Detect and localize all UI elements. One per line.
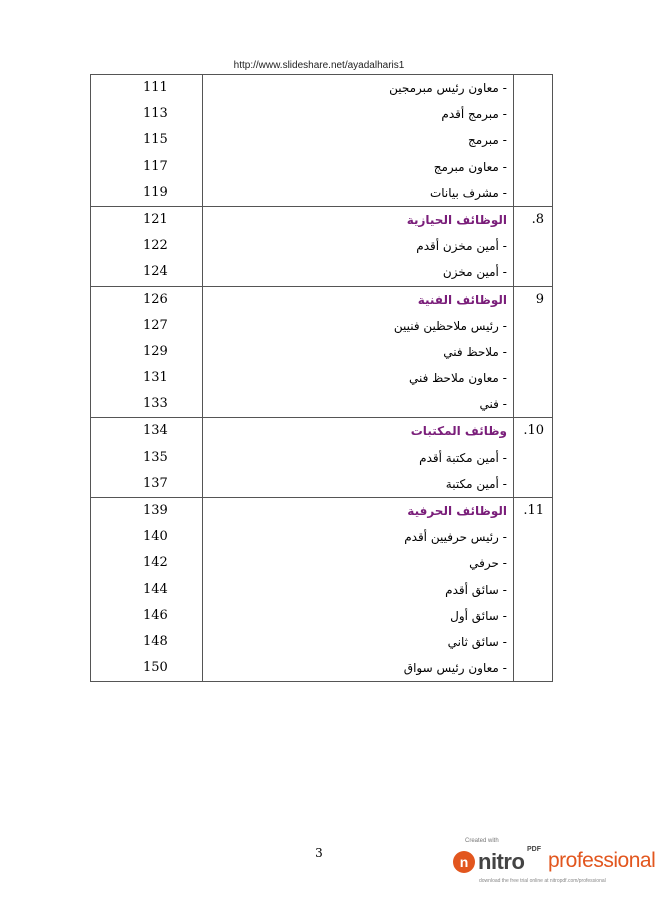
item-number: .11 bbox=[523, 503, 544, 518]
item-number: 9 bbox=[535, 291, 544, 307]
page-number-value: 122 bbox=[143, 238, 168, 254]
job-title: - معاون رئيس سواق bbox=[403, 661, 507, 676]
job-titles-table bbox=[90, 74, 553, 682]
page-number-value: 113 bbox=[143, 106, 168, 122]
nitro-brand: nitro bbox=[478, 849, 525, 874]
job-title: - أمين مكتبة bbox=[445, 476, 507, 491]
job-title: - أمين مخزن bbox=[442, 265, 507, 280]
job-titles-cell bbox=[203, 206, 514, 286]
job-titles-cell bbox=[203, 286, 514, 418]
nitro-pdf: PDF bbox=[527, 846, 541, 853]
page-number-value: 131 bbox=[143, 370, 168, 386]
nitro-tagline: download the free trial online at nitropdf.com/professional bbox=[479, 878, 606, 884]
page-number-value: 124 bbox=[143, 264, 168, 280]
job-title: - سائق ثاني bbox=[447, 634, 507, 649]
page-number-value: 133 bbox=[143, 396, 168, 412]
job-titles-cell bbox=[203, 418, 514, 498]
page-number-value: 127 bbox=[143, 317, 168, 333]
page-numbers-cell bbox=[91, 286, 203, 418]
table-row bbox=[91, 286, 553, 418]
job-title: - معاون ملاحظ فني bbox=[408, 371, 507, 386]
page-number-value: 134 bbox=[143, 423, 168, 439]
job-title: - فني bbox=[479, 397, 507, 412]
page-number-value: 142 bbox=[143, 555, 168, 571]
section-heading: الوظائف الحيازية bbox=[406, 212, 507, 227]
page-number-value: 121 bbox=[143, 211, 168, 227]
job-title: - حرفي bbox=[469, 556, 507, 571]
page-number-value: 117 bbox=[143, 158, 168, 174]
job-title: - أمين مكتبة أقدم bbox=[419, 450, 507, 465]
section-heading: الوظائف الفنية bbox=[417, 292, 507, 307]
page-number-value: 119 bbox=[143, 184, 168, 200]
job-title: - معاون مبرمج bbox=[433, 159, 507, 174]
page-number-value: 148 bbox=[143, 633, 168, 649]
item-number-cell bbox=[514, 418, 553, 498]
job-title: - مشرف بيانات bbox=[429, 185, 507, 200]
job-title: - أمين مخزن أقدم bbox=[416, 239, 507, 254]
item-number: .8 bbox=[531, 211, 544, 227]
job-title: - رئيس حرفيين أقدم bbox=[404, 530, 507, 545]
nitro-product: professional bbox=[548, 849, 655, 872]
item-number-cell bbox=[514, 206, 553, 286]
page-number-value: 140 bbox=[143, 529, 168, 545]
page-numbers-cell bbox=[91, 75, 203, 207]
job-title: - ملاحظ فني bbox=[443, 344, 507, 359]
item-number-cell bbox=[514, 498, 553, 682]
nitro-created-with: Created with bbox=[465, 838, 499, 844]
page-number: 3 bbox=[315, 846, 323, 860]
page-number-value: 111 bbox=[143, 80, 168, 95]
page-number-value: 115 bbox=[143, 132, 168, 148]
table-row bbox=[91, 498, 553, 682]
section-heading: وظائف المكتبات bbox=[410, 424, 507, 439]
page-number-value: 137 bbox=[143, 475, 168, 491]
table-row bbox=[91, 206, 553, 286]
table-row bbox=[91, 75, 553, 207]
job-title: - سائق أول bbox=[450, 608, 507, 623]
job-title: - معاون رئيس مبرمجين bbox=[389, 81, 507, 95]
page-number-value: 146 bbox=[143, 607, 168, 623]
item-number bbox=[514, 75, 552, 101]
job-title: - مبرمج أقدم bbox=[441, 107, 507, 122]
page-number-value: 144 bbox=[143, 581, 168, 597]
job-titles-cell bbox=[203, 75, 514, 207]
header-url: http://www.slideshare.net/ayadalharis1 bbox=[233, 60, 405, 71]
job-title: - مبرمج bbox=[468, 133, 507, 148]
section-heading: الوظائف الحرفية bbox=[407, 504, 507, 518]
job-title: - رئيس ملاحظين فنيين bbox=[393, 318, 507, 333]
item-number-cell bbox=[514, 75, 553, 207]
page-number-value: 150 bbox=[143, 660, 168, 676]
item-number-cell bbox=[514, 286, 553, 418]
page-numbers-cell bbox=[91, 498, 203, 682]
nitro-logo-icon: n bbox=[453, 851, 475, 873]
job-title: - سائق أقدم bbox=[445, 582, 507, 597]
page-numbers-cell bbox=[91, 206, 203, 286]
page-number-value: 126 bbox=[143, 291, 168, 307]
item-number: .10 bbox=[523, 423, 544, 439]
job-titles-cell bbox=[203, 498, 514, 682]
page-numbers-cell bbox=[91, 418, 203, 498]
page-number-value: 139 bbox=[143, 503, 168, 518]
nitro-watermark-logo bbox=[453, 838, 655, 890]
page-number-value: 129 bbox=[143, 343, 168, 359]
page-number-value: 135 bbox=[143, 449, 168, 465]
table-row bbox=[91, 418, 553, 498]
